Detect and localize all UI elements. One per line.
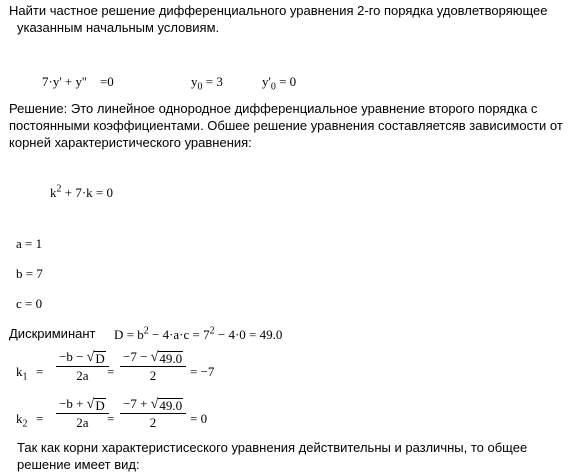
- conclusion-line-1: Так как корни характеристисеского уравнения действительны и различны, то общее: [17, 440, 528, 455]
- solution-line-3: корней характеристического уравнения:: [9, 135, 252, 150]
- k1-eq2: =: [107, 364, 115, 379]
- k2-formula-numerator: [56, 396, 109, 414]
- task-line-2: указанным начальным условиям.: [17, 20, 220, 35]
- coefficient-c: c = 0: [16, 296, 43, 311]
- solution-line-2: постоянными коэффициентами. Обшее решение уравнения составляетсяв зависимости от: [9, 118, 563, 133]
- discriminant-mid: − 4·a·c = 7: [148, 327, 210, 342]
- discriminant-label: Дискриминант: [9, 326, 96, 341]
- conclusion-line-2: решение имеет вид:: [17, 457, 140, 472]
- characteristic-equation: [50, 185, 113, 201]
- k1-eq: =: [36, 364, 44, 379]
- discriminant-eq1: = b: [123, 327, 144, 342]
- sqrt-icon: √ D: [86, 350, 105, 366]
- char-k: k: [50, 185, 57, 200]
- k1-num2-pre: −7 −: [123, 349, 151, 364]
- conclusion: [9, 439, 569, 473]
- task-line-1: Найти частное решение дифференциального уравнения 2-го порядка удовлетворяющее: [9, 3, 548, 18]
- k2-letter: k: [16, 411, 23, 426]
- coefficient-b: b = 7: [16, 266, 43, 281]
- k2-name: [16, 411, 28, 430]
- k2-num2-radicand: 49.0: [159, 398, 183, 413]
- coefficient-a: a = 1: [16, 236, 43, 251]
- k1-num1-radicand: D: [95, 351, 105, 366]
- k2-subscript: 2: [22, 418, 28, 430]
- discriminant-formula: [114, 327, 282, 343]
- k2-num1-radicand: D: [95, 398, 105, 413]
- discriminant-result: − 4·0 = 49.0: [214, 327, 283, 342]
- k2-formula-fraction: [56, 396, 109, 431]
- k1-subscript: 1: [22, 371, 28, 383]
- k2-result: = 0: [190, 411, 208, 426]
- task-statement: [9, 2, 569, 36]
- y0-label: y: [191, 74, 198, 89]
- k2-eq2: =: [107, 411, 115, 426]
- k1-letter: k: [16, 364, 23, 379]
- k1-name: [16, 364, 28, 383]
- k2-values-numerator: [120, 396, 186, 414]
- equation-lhs: 7·y' + y'': [42, 74, 87, 89]
- y0-subscript: 0: [197, 81, 203, 93]
- k1-values-numerator: [120, 349, 186, 367]
- discriminant-d: D: [114, 327, 124, 342]
- k2-values-fraction: [120, 396, 186, 431]
- k1-result: = −7: [190, 364, 215, 379]
- yp0-label: y': [262, 74, 271, 89]
- k2-num1-pre: −b +: [59, 396, 87, 411]
- sqrt-icon: √ 49.0: [150, 350, 183, 366]
- char-rest: + 7·k = 0: [61, 185, 113, 200]
- k1-formula-numerator: [56, 349, 109, 367]
- equation-rhs: =0: [99, 74, 114, 89]
- y0-value: = 3: [202, 74, 223, 89]
- k1-num2-radicand: 49.0: [159, 351, 183, 366]
- sqrt-icon: √ D: [86, 397, 105, 413]
- yp0-subscript: 0: [270, 81, 276, 93]
- differential-equation: [42, 74, 114, 90]
- k2-values-denominator: 2: [149, 415, 157, 430]
- k2-formula-denominator: 2a: [76, 415, 89, 430]
- k1-formula-fraction: [56, 349, 109, 384]
- k2-num2-pre: −7 +: [123, 396, 151, 411]
- k1-num1-pre: −b −: [59, 349, 87, 364]
- solution-line-1: Решение: Это линейное однородное дифференциальное уравнение второго порядка с: [9, 101, 538, 116]
- initial-condition-yprime0: [262, 74, 297, 93]
- solution-intro: [9, 100, 569, 151]
- sqrt-icon: √ 49.0: [150, 397, 183, 413]
- char-exponent: 2: [56, 183, 62, 195]
- k2-eq: =: [36, 411, 44, 426]
- yp0-value: = 0: [275, 74, 297, 89]
- discriminant-exp1: 2: [143, 325, 149, 337]
- k1-formula-denominator: 2a: [76, 368, 89, 383]
- k1-values-denominator: 2: [149, 368, 157, 383]
- discriminant-exp2: 2: [209, 325, 215, 337]
- k1-values-fraction: [120, 349, 186, 384]
- initial-condition-y0: [191, 74, 223, 93]
